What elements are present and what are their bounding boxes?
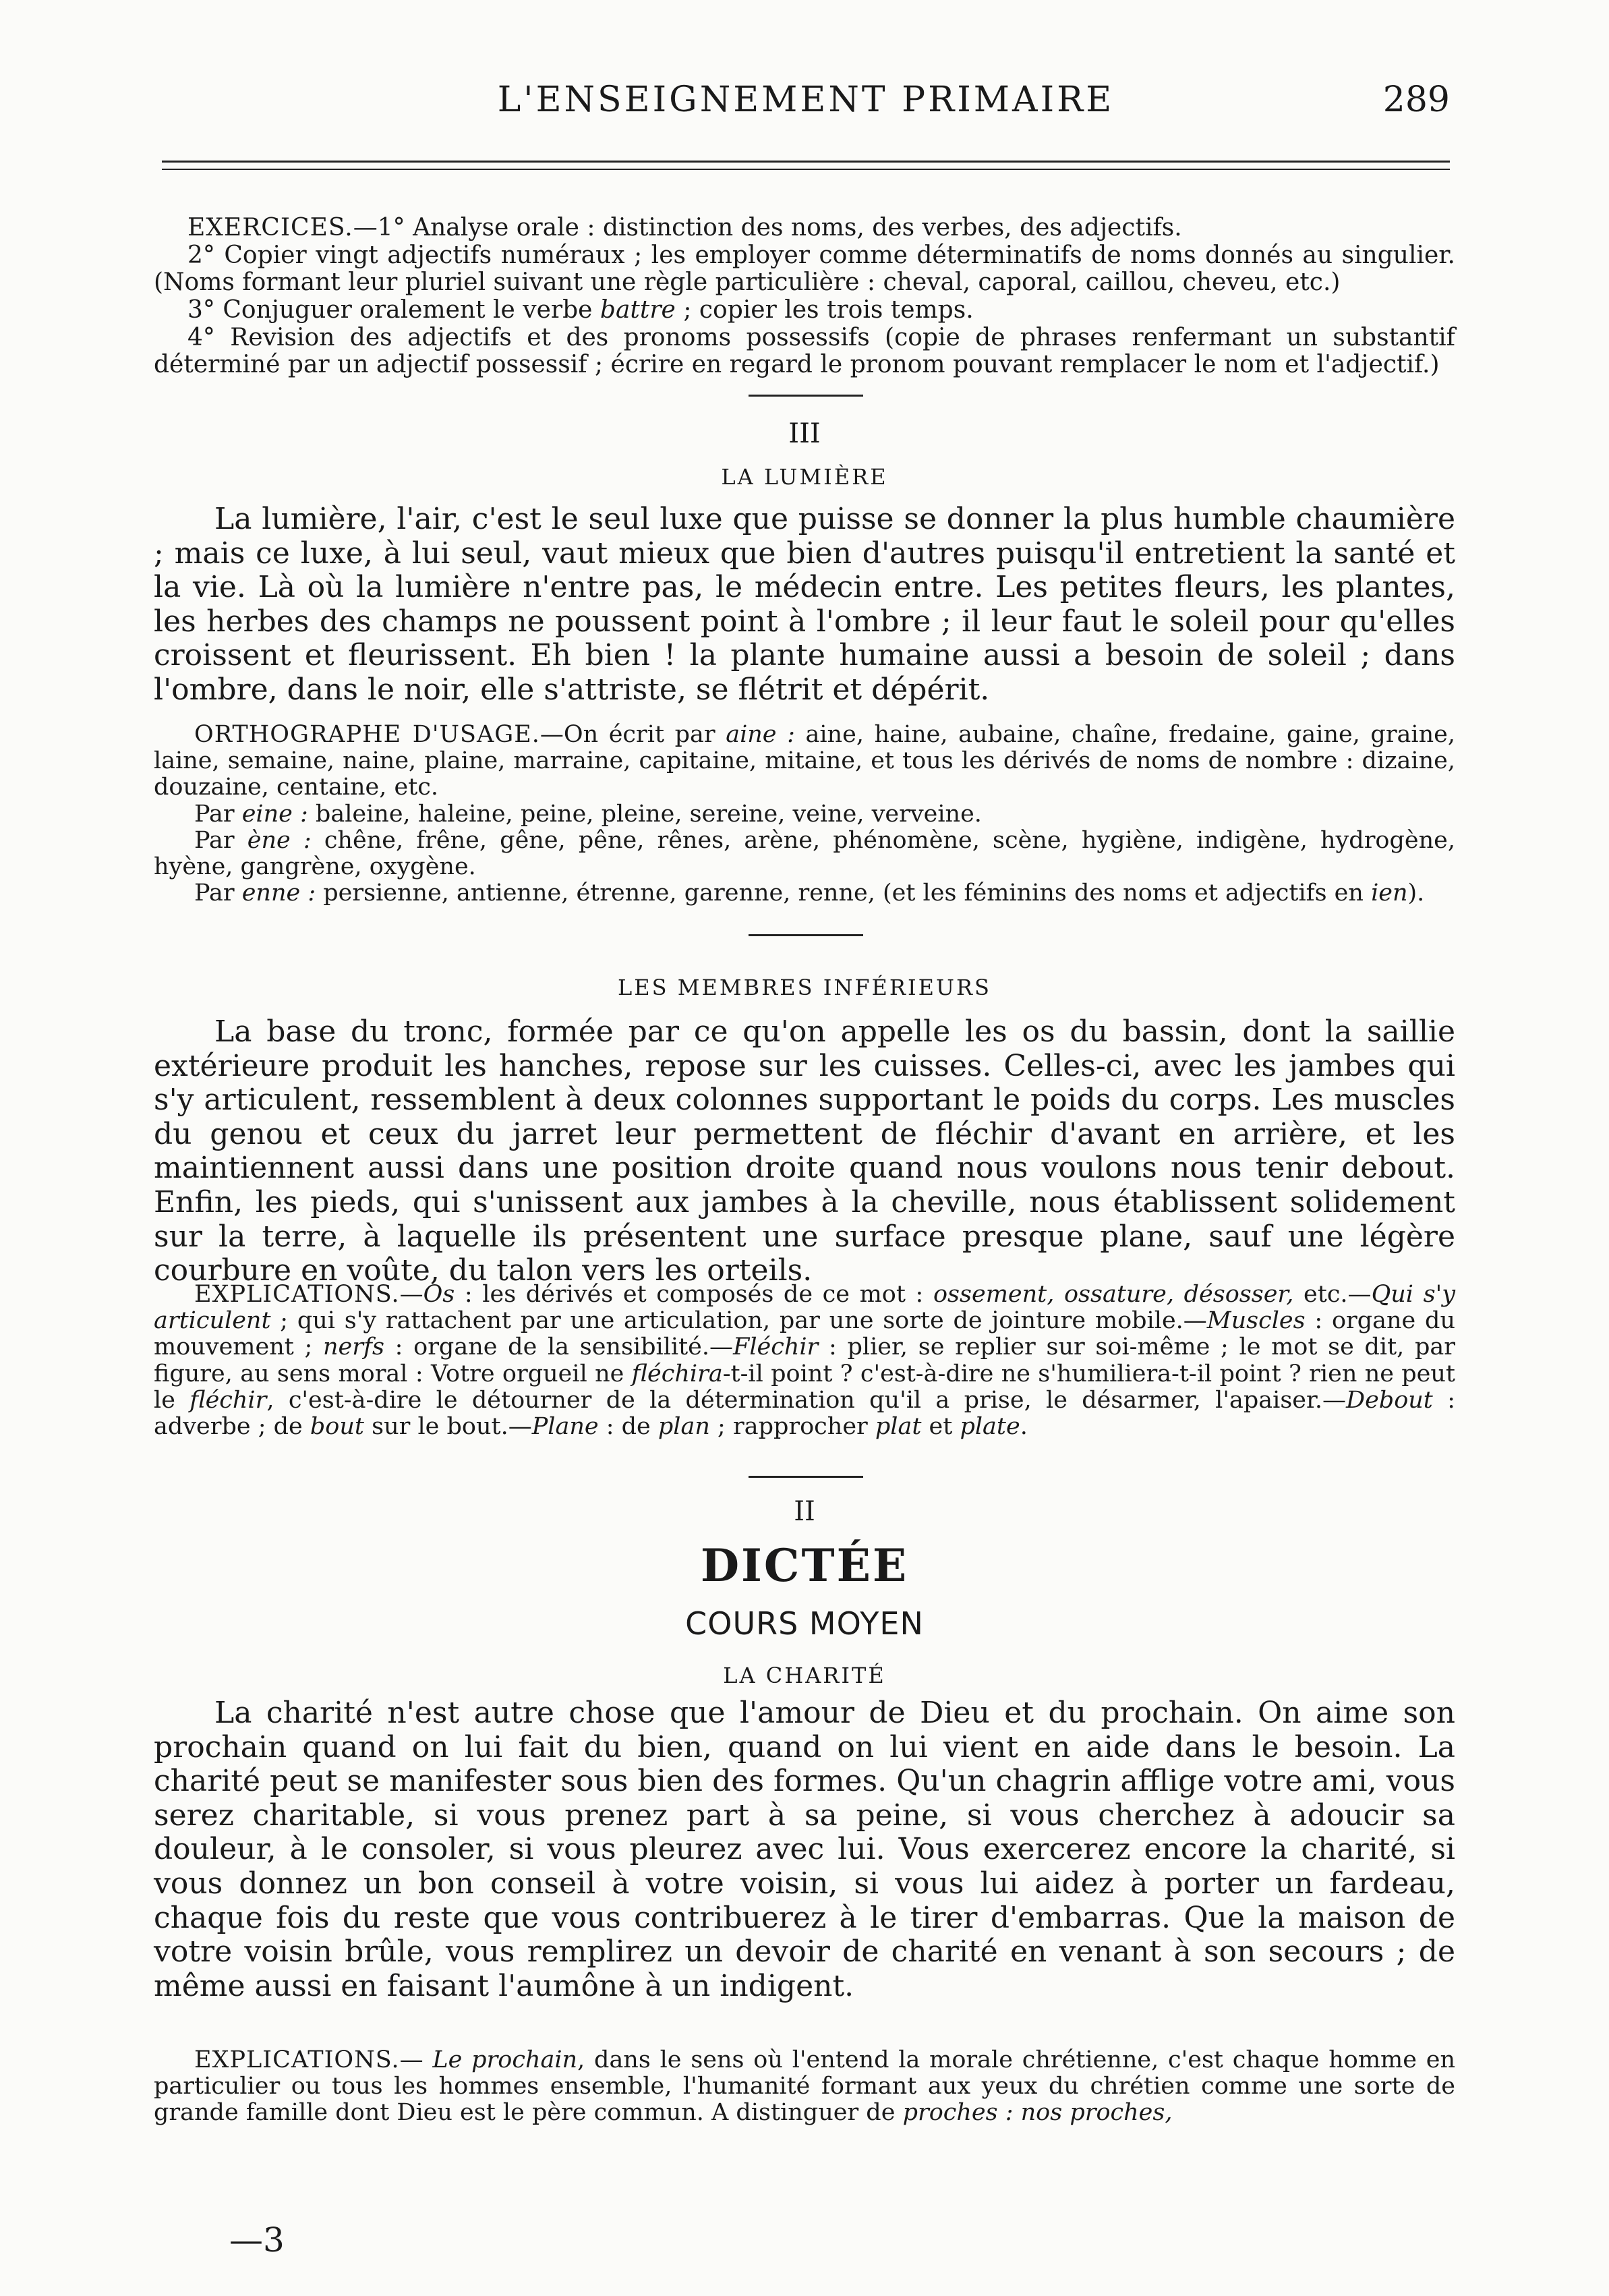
running-title: L'ENSEIGNEMENT PRIMAIRE <box>497 80 1115 120</box>
lumiere-text: La lumière, l'air, c'est le seul luxe que puisse se donner la plus humble chaumière ; mais ce luxe, à lui seul, vaut mieux que bien d'autres puisqu'il entretient la santé et la vie. Là où la lumière n'entre pas, le médecin entre. Les petites fleurs, les plantes, les herbes des champs ne poussent point à l'ombre ; il leur faut le soleil pour qu'elles croissent et fleurissent. Eh bien ! la plante humaine aussi a besoin de soleil ; dans l'ombre, dans le noir, elle s'attriste, se flétrit et dépérit. <box>154 502 1455 707</box>
page-header <box>162 80 1450 134</box>
charite-title: LA CHARITÉ <box>723 1663 886 1688</box>
section-divider <box>749 1476 863 1478</box>
charite-text: La charité n'est autre chose que l'amour de Dieu et du prochain. On aime son prochain quand on lui fait du bien, quand on lui vient en aide dans le besoin. La charité peut se manifester sous bien des formes. Qu'un chagrin afflige votre ami, vous serez charitable, si vous prenez part à sa peine, si vous cherchez à adoucir sa douleur, à le consoler, si vous pleurez avec lui. Vous exercerez encore la charité, si vous donnez un bon conseil à votre voisin, si vous lui aidez à porter un fardeau, chaque fois du reste que vous contribuerez à le tirer d'embarras. Que la maison de votre voisin brûle, vous remplirez un devoir de charité en venant à son secours ; de même aussi en faisant l'aumône à un indigent. <box>154 1696 1455 2003</box>
explications-label: EXPLICATIONS. <box>194 1281 400 1308</box>
section-divider <box>749 395 863 397</box>
section-title: LA LUMIÈRE <box>721 464 888 490</box>
membres-title: LES MEMBRES INFÉRIEURS <box>618 975 991 1000</box>
exercise-item-4: 4° Revision des adjectifs et des pronoms possessifs (copie de phrases renfermant un substantif déterminé par un adjectif possessif ; écrire en regard le pronom pouvant remplacer le nom et l'adjectif.) <box>154 323 1455 379</box>
section-number: III <box>788 418 821 449</box>
exercises-label: EXERCICES. <box>187 214 353 241</box>
dictee-number: II <box>794 1496 815 1527</box>
membres-explications: EXPLICATIONS.—Os : les dérivés et composés de ce mot : ossement, ossature, désosser, etc.—Qui s'y articulent ; qui s'y rattachent par une articulation, par une sorte de jointure mobile.—Muscles : organe du mouvement ; nerfs : organe de la sensibilité.—Fléchir : plier, se replier sur soi-même ; le mot se dit, par figure, au sens moral : Votre orgueil ne fléchira-t-il point ? c'est-à-dire ne s'humiliera-t-il point ? rien ne peut le fléchir, c'est-à-dire le détourner de la détermination qu'il a prise, le désarmer, l'apaiser.—Debout : adverbe ; de bout sur le bout.—Plane : de plan ; rapprocher plat et plate. <box>154 1281 1456 1440</box>
page-number: 289 <box>1382 80 1450 120</box>
section-divider <box>749 934 863 936</box>
membres-text: La base du tronc, formée par ce qu'on appelle les os du bassin, dont la saillie extérieure produit les hanches, repose sur les cuisses. Celles-ci, avec les jambes qui s'y articulent, ressemblent à deux colonnes supportant le poids du corps. Les muscles du genou et ceux du jarret leur permettent de fléchir d'avant en arrière, et les maintiennent aussi dans une position droite quand nous voulons nous tenir debout. Enfin, les pieds, qui s'unissent aux jambes à la cheville, nous établissent solidement sur la terre, à laquelle ils présentent une surface presque plane, sauf une légère courbure en voûte, du talon vers les orteils. <box>154 1014 1455 1288</box>
dictee-title: DICTÉE <box>700 1539 909 1592</box>
exercise-item-2: 2° Copier vingt adjectifs numéraux ; les employer comme déterminatifs de noms donnés au singulier. (Noms formant leur pluriel suivant une règle particulière : cheval, caporal, caillou, cheveu, etc.) <box>154 241 1455 297</box>
orthographe-label: ORTHOGRAPHE D'USAGE. <box>194 721 540 748</box>
explications-label: EXPLICATIONS. <box>194 2046 400 2073</box>
signature-mark: —3 <box>229 2220 285 2260</box>
header-rule-thin <box>162 169 1450 170</box>
exercise-item-1: EXERCICES.—1° Analyse orale : distinction des noms, des verbes, des adjectifs. <box>187 214 1182 241</box>
orthographe-notes: ORTHOGRAPHE D'USAGE.—On écrit par aine : aine, haine, aubaine, chaîne, fredaine, gaine, graine, laine, semaine, naine, plaine, marraine, capitaine, mitaine, et tous les dérivés de noms de nombre : dizaine, douzaine, centaine, etc. Par eine : baleine, haleine, peine, pleine, sereine, veine, verveine. Par ène : chêne, frêne, gêne, pêne, rênes, arène, phénomène, scène, hygiène, indigène, hydrogène, hyène, gangrène, oxygène. Par enne : persienne, antienne, étrenne, garenne, renne, (et les féminins des noms et adjectifs en ien). <box>154 721 1456 907</box>
exercises-block <box>154 214 1455 379</box>
charite-explications: EXPLICATIONS.— Le prochain, dans le sens où l'entend la morale chrétienne, c'est chaque homme en particulier ou tous les hommes ensemble, l'humanité formant aux yeux du chrétien comme une sorte de grande famille dont Dieu est le père commun. A distinguer de proches : nos proches, <box>154 2046 1455 2127</box>
course-level: COURS MOYEN <box>685 1605 924 1642</box>
exercise-item-3: 3° Conjuguer oralement le verbe battre ; copier les trois temps. <box>187 296 974 324</box>
header-rule <box>162 161 1450 163</box>
